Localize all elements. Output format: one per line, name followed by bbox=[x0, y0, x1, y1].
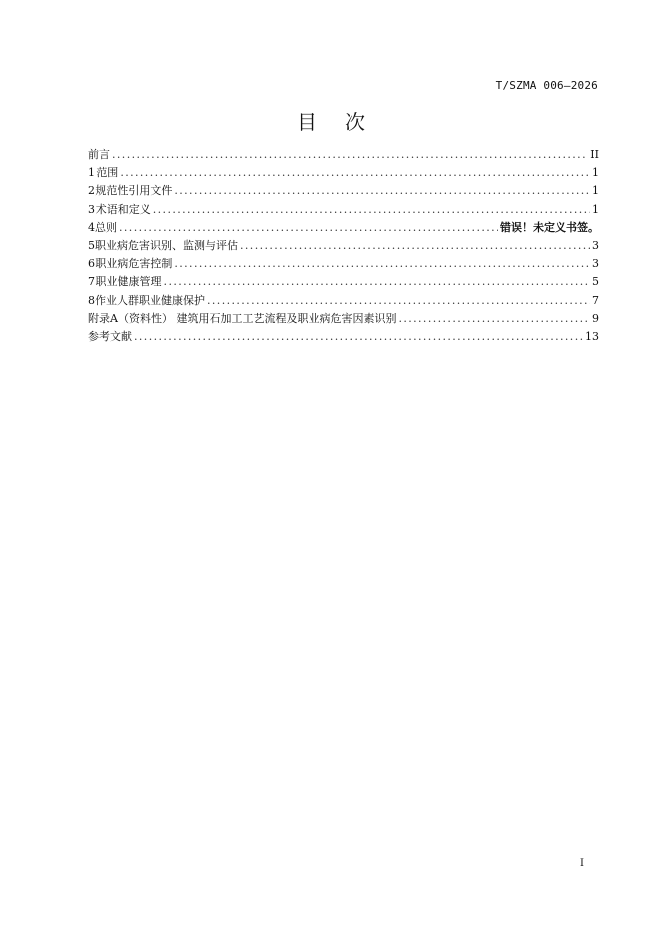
page-title: 目次 bbox=[297, 110, 393, 134]
toc-leader bbox=[174, 184, 590, 197]
toc-page: 7 bbox=[592, 293, 599, 307]
toc-leader bbox=[153, 203, 590, 216]
toc-label: 规范性引用文件 bbox=[95, 184, 173, 198]
toc-entry-general[interactable] bbox=[88, 219, 599, 237]
toc-label: 作业人群职业健康保护 bbox=[95, 293, 205, 307]
toc-number: 5 bbox=[88, 238, 95, 252]
toc-entry-terms[interactable] bbox=[88, 201, 599, 219]
toc-entry-normative-references[interactable] bbox=[88, 182, 599, 200]
toc-page: 3 bbox=[592, 257, 599, 271]
toc-entry-bibliography[interactable] bbox=[88, 328, 599, 346]
toc-label: 总则 bbox=[95, 220, 117, 234]
toc-entry-control[interactable] bbox=[88, 255, 599, 273]
toc-leader bbox=[174, 257, 590, 270]
toc-label: 参考文献 bbox=[88, 329, 132, 343]
document-id: T/SZMA 006—2026 bbox=[495, 79, 598, 92]
toc-number: 8 bbox=[88, 293, 95, 307]
toc-number: 7 bbox=[88, 275, 95, 289]
toc-label: 职业病危害控制 bbox=[95, 257, 173, 271]
toc-label: 术语和定义 bbox=[95, 202, 151, 216]
toc-leader bbox=[119, 221, 498, 234]
toc-entry-health-management[interactable] bbox=[88, 273, 599, 291]
toc-page: 1 bbox=[592, 184, 599, 198]
toc-number: 2 bbox=[88, 184, 95, 198]
toc-page: 5 bbox=[592, 275, 599, 289]
toc-number: 4 bbox=[88, 220, 95, 234]
toc-page: 13 bbox=[585, 329, 599, 343]
toc-page: 9 bbox=[592, 311, 599, 325]
toc-label: 职业病危害识别、监测与评估 bbox=[95, 238, 238, 252]
toc-number: 1 bbox=[88, 166, 95, 180]
toc-label: 附录A（资料性） 建筑用石加工工艺流程及职业病危害因素识别 bbox=[88, 311, 397, 325]
toc-label: 前言 bbox=[88, 148, 110, 161]
toc-leader bbox=[120, 166, 590, 179]
toc-entry-preface[interactable] bbox=[88, 146, 599, 164]
toc-page: 1 bbox=[592, 202, 599, 216]
toc-number: 6 bbox=[88, 257, 95, 271]
toc-page: 1 bbox=[592, 166, 599, 180]
toc-entry-worker-protection[interactable] bbox=[88, 292, 599, 310]
table-of-contents bbox=[88, 146, 599, 346]
toc-entry-identification[interactable] bbox=[88, 237, 599, 255]
toc-page-error: 错误！未定义书签。 bbox=[500, 220, 599, 234]
page-number: I bbox=[580, 858, 584, 869]
toc-page: 3 bbox=[592, 238, 599, 252]
toc-page: II bbox=[590, 148, 599, 161]
toc-leader bbox=[240, 239, 590, 252]
toc-leader bbox=[398, 312, 590, 325]
toc-leader bbox=[112, 148, 588, 161]
toc-number: 3 bbox=[88, 202, 95, 216]
toc-label: 范围 bbox=[96, 166, 119, 180]
toc-leader bbox=[164, 275, 590, 288]
toc-leader bbox=[134, 330, 583, 343]
toc-leader bbox=[207, 294, 590, 307]
toc-entry-appendix-a[interactable] bbox=[88, 310, 599, 328]
toc-label: 职业健康管理 bbox=[95, 275, 162, 289]
toc-entry-scope[interactable] bbox=[88, 164, 599, 182]
